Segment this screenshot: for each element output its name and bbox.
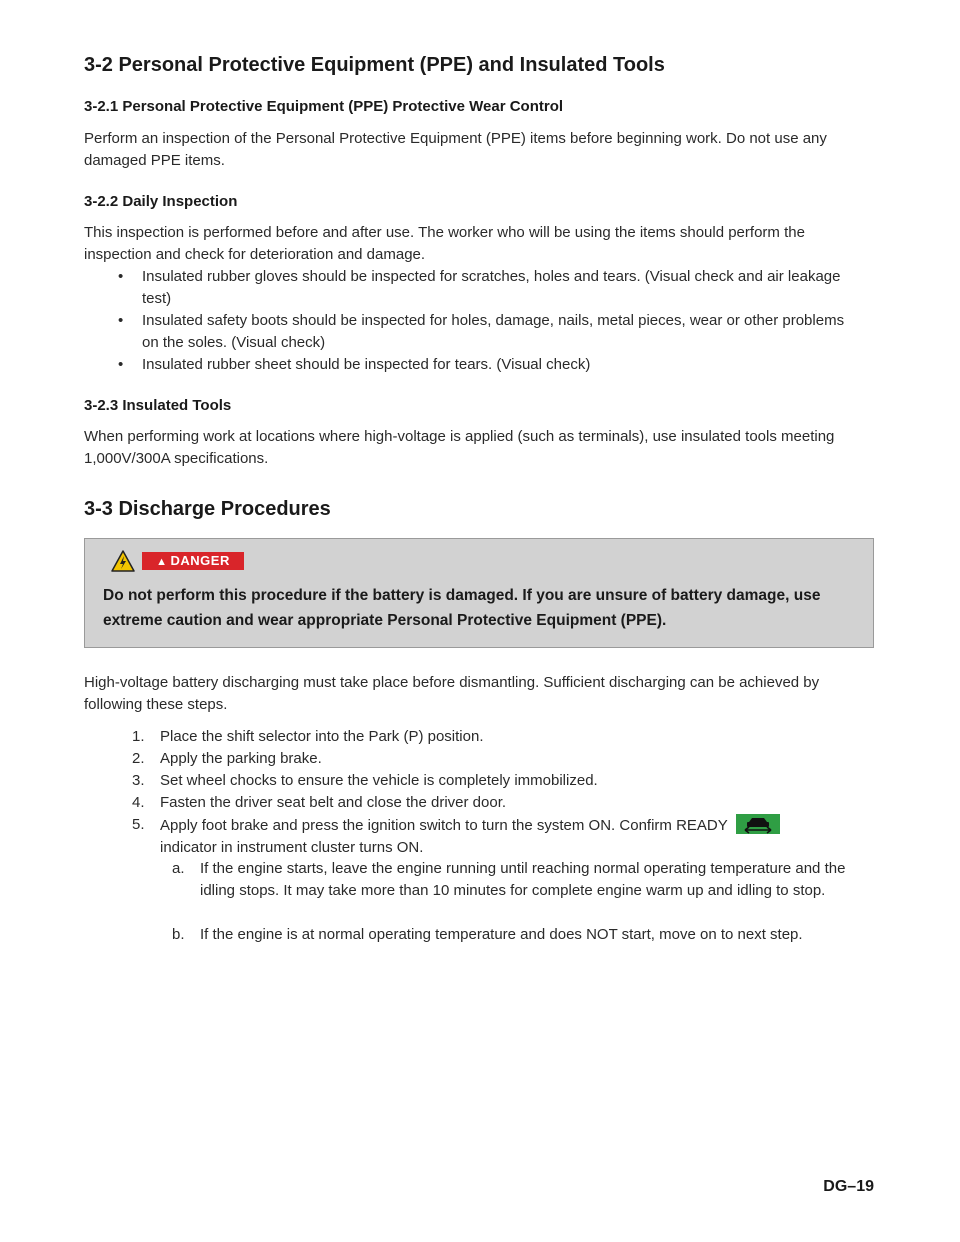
page-number: DG–19	[823, 1178, 874, 1195]
section-3-2-1-body: Perform an inspection of the Personal Protective Equipment (PPE) items before beginning work. Do not use any damaged PPE items.	[84, 130, 827, 169]
ready-indicator-icon	[736, 814, 780, 834]
step-number: 3.	[132, 772, 145, 789]
step-text: Set wheel chocks to ensure the vehicle is completely immobilized.	[160, 772, 598, 789]
step-text: Apply the parking brake.	[160, 750, 322, 767]
discharge-intro: High-voltage battery discharging must take place before dismantling. Sufficient discharging can be achieved by following these steps.	[84, 674, 820, 713]
section-3-2-heading: 3-2 Personal Protective Equipment (PPE) and Insulated Tools	[84, 54, 665, 76]
step-number: 2.	[132, 750, 145, 767]
section-3-2-3-heading: 3-2.3 Insulated Tools	[84, 397, 232, 414]
substep-text: If the engine is at normal operating temperature and does NOT start, move on to next step.	[200, 926, 803, 943]
section-3-2-2-heading: 3-2.2 Daily Inspection	[84, 193, 238, 210]
bullet-icon: •	[118, 356, 124, 373]
step-number: 5.	[132, 816, 145, 833]
substep-letter: a.	[172, 860, 185, 877]
step-text: Place the shift selector into the Park (P) position.	[160, 728, 484, 745]
step-text: Fasten the driver seat belt and close the driver door.	[160, 794, 507, 811]
step-text	[132, 814, 852, 859]
bullet-text: Insulated rubber gloves should be inspected for scratches, holes and tears. (Visual check and air leakage test)	[142, 268, 841, 307]
danger-text: Do not perform this procedure if the battery is damaged. If you are unsure of battery damage, use extreme caution and wear appropriate Personal Protective Equipment (PPE).	[103, 587, 821, 629]
step-text-part: Apply foot brake and press the ignition switch to turn the system ON. Confirm READY	[160, 817, 728, 834]
section-3-2-1-heading: 3-2.1 Personal Protective Equipment (PPE) Protective Wear Control	[84, 98, 564, 115]
section-3-2-2-body: This inspection is performed before and after use. The worker who will be using the items should perform the inspection and check for deterioration and damage.	[84, 224, 805, 263]
step-item	[132, 770, 852, 792]
substep-text: If the engine starts, leave the engine running until reaching normal operating temperature and the idling stops. It may take more than 10 minutes for complete engine warm up and idling to stop.	[200, 860, 846, 899]
bullet-icon: •	[118, 312, 124, 329]
bullet-text: Insulated safety boots should be inspected for holes, damage, nails, metal pieces, wear or other problems on the soles. (Visual check)	[142, 312, 845, 351]
substep-letter: b.	[172, 926, 185, 943]
bullet-item	[118, 310, 858, 354]
bullet-text: Insulated rubber sheet should be inspected for tears. (Visual check)	[142, 356, 591, 373]
substep-item	[172, 924, 872, 946]
step-item	[132, 726, 852, 748]
section-3-2-3-body: When performing work at locations where high-voltage is applied (such as terminals), use insulated tools meeting 1,000V/300A specifications.	[84, 428, 835, 467]
step-item	[132, 748, 852, 770]
high-voltage-warning-icon	[111, 550, 135, 572]
bullet-item	[118, 266, 858, 310]
step-number: 4.	[132, 794, 145, 811]
danger-badge-label: DANGER	[170, 553, 230, 568]
danger-callout	[84, 538, 874, 648]
step-item	[132, 814, 852, 859]
step-item	[132, 792, 852, 814]
step-text-part: indicator in instrument cluster turns ON.	[160, 839, 424, 856]
substep-item	[172, 858, 872, 902]
bullet-item	[118, 354, 858, 376]
section-3-3-heading: 3-3 Discharge Procedures	[84, 498, 331, 520]
alert-triangle-icon: ▲	[156, 556, 168, 568]
danger-badge	[142, 552, 244, 570]
bullet-icon: •	[118, 268, 124, 285]
step-number: 1.	[132, 728, 145, 745]
